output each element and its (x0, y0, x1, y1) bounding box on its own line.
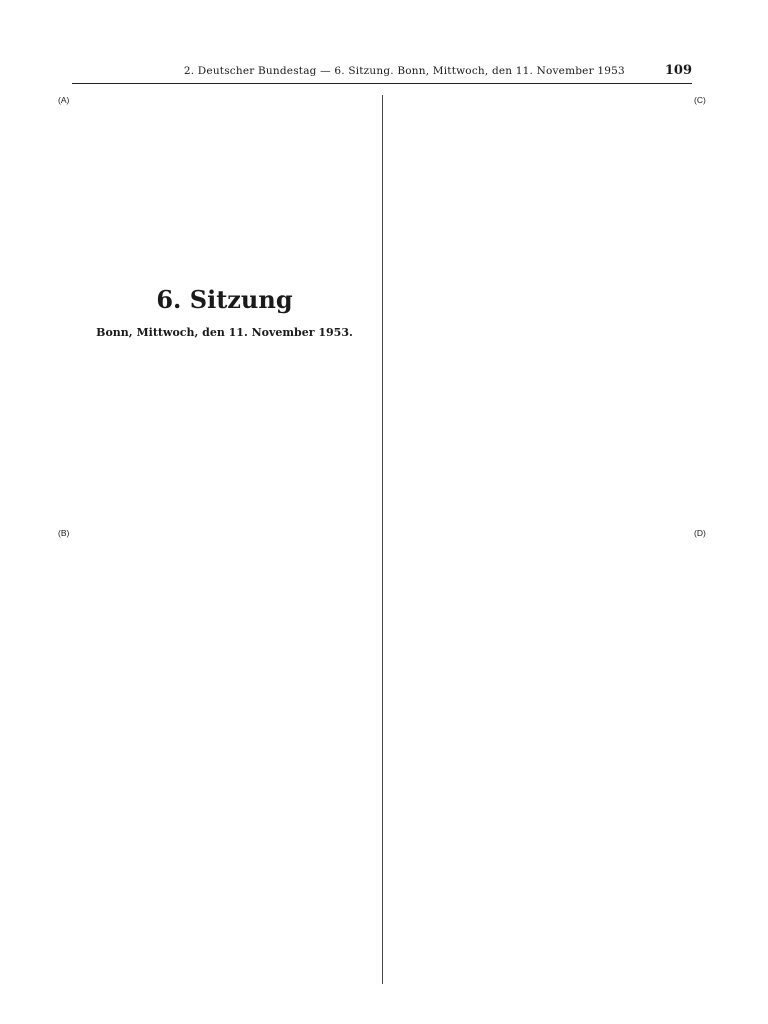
session-title: 6. Sitzung (156, 285, 293, 314)
page-header (72, 63, 692, 84)
running-head: 2. Deutscher Bundestag — 6. Sitzung. Bonn, Mittwoch, den 11. November 1953 (183, 65, 625, 77)
margin-mark-a: (A) (58, 95, 70, 105)
left-column (76, 110, 373, 365)
session-date: Bonn, Mittwoch, den 11. November 1953. (96, 326, 353, 339)
right-column (390, 95, 690, 121)
page-number: 109 (664, 63, 692, 78)
margin-mark-d: (D) (694, 528, 706, 538)
margin-mark-b: (B) (58, 528, 70, 538)
margin-mark-c: (C) (694, 95, 706, 105)
column-divider (382, 95, 383, 984)
